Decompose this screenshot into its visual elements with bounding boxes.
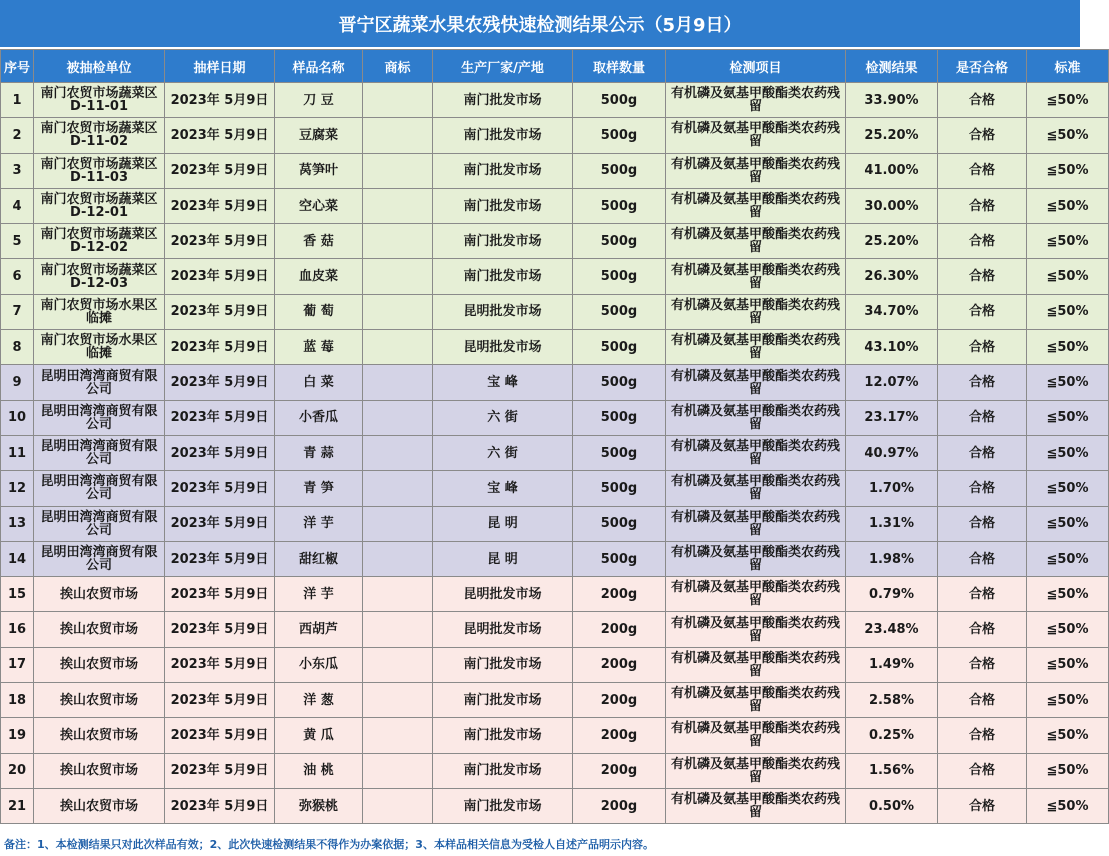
- cell-origin: 南门批发市场: [433, 153, 573, 188]
- cell-result: 33.90%: [846, 83, 938, 118]
- cell-brand: [363, 153, 433, 188]
- cell-result: 23.48%: [846, 612, 938, 647]
- cell-standard: ≦50%: [1027, 435, 1109, 470]
- cell-no: 12: [1, 471, 34, 506]
- cell-qty: 500g: [573, 153, 666, 188]
- cell-sample: 甜红椒: [275, 541, 363, 576]
- cell-item: 有机磷及氨基甲酸酯类农药残留: [666, 753, 846, 788]
- cell-sample: 空心菜: [275, 188, 363, 223]
- cell-item: 有机磷及氨基甲酸酯类农药残留: [666, 294, 846, 329]
- cell-qty: 500g: [573, 83, 666, 118]
- cell-result: 1.98%: [846, 541, 938, 576]
- cell-no: 16: [1, 612, 34, 647]
- cell-qty: 200g: [573, 577, 666, 612]
- cell-no: 19: [1, 718, 34, 753]
- cell-origin: 昆明批发市场: [433, 330, 573, 365]
- cell-origin: 昆明批发市场: [433, 577, 573, 612]
- cell-standard: ≦50%: [1027, 683, 1109, 718]
- cell-sample: 豆腐菜: [275, 118, 363, 153]
- cell-origin: 昆明批发市场: [433, 612, 573, 647]
- footnote: 备注：1、本检测结果只对此次样品有效；2、此次快速检测结果不得作为办案依据；3、本样品相关信息为受检人自述产品明示内容。: [4, 838, 654, 851]
- cell-item: 有机磷及氨基甲酸酯类农药残留: [666, 577, 846, 612]
- results-table: [0, 49, 1109, 824]
- cell-no: 21: [1, 788, 34, 823]
- header-unit: 被抽检单位: [34, 50, 165, 83]
- cell-result: 34.70%: [846, 294, 938, 329]
- cell-pass: 合格: [938, 541, 1027, 576]
- cell-result: 30.00%: [846, 188, 938, 223]
- cell-standard: ≦50%: [1027, 83, 1109, 118]
- cell-qty: 500g: [573, 471, 666, 506]
- cell-standard: ≦50%: [1027, 400, 1109, 435]
- cell-qty: 200g: [573, 612, 666, 647]
- table-row: [1, 365, 1109, 400]
- cell-no: 9: [1, 365, 34, 400]
- cell-brand: [363, 788, 433, 823]
- cell-brand: [363, 118, 433, 153]
- table-row: [1, 788, 1109, 823]
- cell-brand: [363, 224, 433, 259]
- cell-result: 1.70%: [846, 471, 938, 506]
- cell-pass: 合格: [938, 647, 1027, 682]
- cell-brand: [363, 365, 433, 400]
- cell-origin: 六 街: [433, 400, 573, 435]
- cell-brand: [363, 188, 433, 223]
- cell-result: 2.58%: [846, 683, 938, 718]
- cell-date: 2023年 5月9日: [165, 259, 275, 294]
- cell-date: 2023年 5月9日: [165, 118, 275, 153]
- cell-pass: 合格: [938, 400, 1027, 435]
- cell-origin: 南门批发市场: [433, 118, 573, 153]
- cell-item: 有机磷及氨基甲酸酯类农药残留: [666, 330, 846, 365]
- cell-qty: 200g: [573, 647, 666, 682]
- cell-unit: 挨山农贸市场: [34, 612, 165, 647]
- cell-brand: [363, 683, 433, 718]
- header-item: 检测项目: [666, 50, 846, 83]
- cell-sample: 油 桃: [275, 753, 363, 788]
- cell-date: 2023年 5月9日: [165, 188, 275, 223]
- header-sample: 样品名称: [275, 50, 363, 83]
- cell-sample: 血皮菜: [275, 259, 363, 294]
- cell-unit: 昆明田湾湾商贸有限公司: [34, 400, 165, 435]
- header-standard: 标准: [1027, 50, 1109, 83]
- cell-no: 1: [1, 83, 34, 118]
- cell-no: 2: [1, 118, 34, 153]
- cell-sample: 青 蒜: [275, 435, 363, 470]
- cell-no: 20: [1, 753, 34, 788]
- cell-sample: 洋 芋: [275, 577, 363, 612]
- cell-standard: ≦50%: [1027, 330, 1109, 365]
- table-row: [1, 330, 1109, 365]
- header-brand: 商标: [363, 50, 433, 83]
- cell-result: 1.56%: [846, 753, 938, 788]
- cell-pass: 合格: [938, 612, 1027, 647]
- cell-unit: 挨山农贸市场: [34, 788, 165, 823]
- cell-date: 2023年 5月9日: [165, 153, 275, 188]
- cell-brand: [363, 647, 433, 682]
- cell-standard: ≦50%: [1027, 118, 1109, 153]
- cell-unit: 昆明田湾湾商贸有限公司: [34, 365, 165, 400]
- cell-sample: 洋 葱: [275, 683, 363, 718]
- cell-unit: 昆明田湾湾商贸有限公司: [34, 541, 165, 576]
- cell-standard: ≦50%: [1027, 541, 1109, 576]
- cell-unit: 挨山农贸市场: [34, 753, 165, 788]
- cell-date: 2023年 5月9日: [165, 365, 275, 400]
- cell-standard: ≦50%: [1027, 647, 1109, 682]
- cell-pass: 合格: [938, 294, 1027, 329]
- cell-pass: 合格: [938, 506, 1027, 541]
- table-row: [1, 577, 1109, 612]
- cell-origin: 昆 明: [433, 541, 573, 576]
- cell-qty: 500g: [573, 506, 666, 541]
- cell-date: 2023年 5月9日: [165, 471, 275, 506]
- cell-pass: 合格: [938, 718, 1027, 753]
- cell-unit: 昆明田湾湾商贸有限公司: [34, 435, 165, 470]
- cell-result: 43.10%: [846, 330, 938, 365]
- cell-no: 4: [1, 188, 34, 223]
- cell-pass: 合格: [938, 753, 1027, 788]
- cell-pass: 合格: [938, 153, 1027, 188]
- cell-sample: 弥猴桃: [275, 788, 363, 823]
- cell-qty: 500g: [573, 400, 666, 435]
- cell-standard: ≦50%: [1027, 224, 1109, 259]
- cell-result: 23.17%: [846, 400, 938, 435]
- table-row: [1, 718, 1109, 753]
- table-row: [1, 83, 1109, 118]
- cell-origin: 南门批发市场: [433, 647, 573, 682]
- cell-result: 25.20%: [846, 118, 938, 153]
- header-qty: 取样数量: [573, 50, 666, 83]
- cell-sample: 洋 芋: [275, 506, 363, 541]
- cell-origin: 南门批发市场: [433, 259, 573, 294]
- cell-item: 有机磷及氨基甲酸酯类农药残留: [666, 541, 846, 576]
- table-row: [1, 118, 1109, 153]
- cell-date: 2023年 5月9日: [165, 224, 275, 259]
- cell-unit: 南门农贸市场蔬菜区D-11-03: [34, 153, 165, 188]
- table-row: [1, 224, 1109, 259]
- cell-qty: 500g: [573, 330, 666, 365]
- cell-unit: 南门农贸市场蔬菜区D-12-02: [34, 224, 165, 259]
- header-pass: 是否合格: [938, 50, 1027, 83]
- cell-qty: 200g: [573, 683, 666, 718]
- cell-no: 13: [1, 506, 34, 541]
- cell-qty: 500g: [573, 294, 666, 329]
- cell-item: 有机磷及氨基甲酸酯类农药残留: [666, 612, 846, 647]
- cell-unit: 挨山农贸市场: [34, 577, 165, 612]
- cell-result: 0.50%: [846, 788, 938, 823]
- cell-unit: 挨山农贸市场: [34, 718, 165, 753]
- cell-origin: 宝 峰: [433, 471, 573, 506]
- cell-sample: 西胡芦: [275, 612, 363, 647]
- cell-brand: [363, 435, 433, 470]
- cell-standard: ≦50%: [1027, 153, 1109, 188]
- cell-qty: 500g: [573, 259, 666, 294]
- cell-origin: 南门批发市场: [433, 788, 573, 823]
- cell-standard: ≦50%: [1027, 753, 1109, 788]
- cell-qty: 500g: [573, 118, 666, 153]
- cell-result: 41.00%: [846, 153, 938, 188]
- cell-date: 2023年 5月9日: [165, 330, 275, 365]
- cell-brand: [363, 400, 433, 435]
- cell-standard: ≦50%: [1027, 612, 1109, 647]
- table-row: [1, 506, 1109, 541]
- cell-origin: 南门批发市场: [433, 83, 573, 118]
- cell-unit: 南门农贸市场蔬菜区D-11-02: [34, 118, 165, 153]
- cell-result: 0.79%: [846, 577, 938, 612]
- header-no: 序号: [1, 50, 34, 83]
- cell-brand: [363, 577, 433, 612]
- page-title: 晋宁区蔬菜水果农残快速检测结果公示（5月9日）: [0, 0, 1080, 47]
- table-row: [1, 612, 1109, 647]
- cell-brand: [363, 612, 433, 647]
- cell-origin: 南门批发市场: [433, 188, 573, 223]
- cell-date: 2023年 5月9日: [165, 541, 275, 576]
- cell-origin: 南门批发市场: [433, 224, 573, 259]
- table-row: [1, 683, 1109, 718]
- cell-brand: [363, 471, 433, 506]
- cell-standard: ≦50%: [1027, 718, 1109, 753]
- cell-item: 有机磷及氨基甲酸酯类农药残留: [666, 188, 846, 223]
- cell-brand: [363, 330, 433, 365]
- cell-standard: ≦50%: [1027, 294, 1109, 329]
- table-row: [1, 435, 1109, 470]
- header-date: 抽样日期: [165, 50, 275, 83]
- cell-pass: 合格: [938, 435, 1027, 470]
- table-row: [1, 541, 1109, 576]
- cell-date: 2023年 5月9日: [165, 788, 275, 823]
- cell-date: 2023年 5月9日: [165, 400, 275, 435]
- cell-result: 40.97%: [846, 435, 938, 470]
- cell-pass: 合格: [938, 683, 1027, 718]
- header-origin: 生产厂家/产地: [433, 50, 573, 83]
- cell-pass: 合格: [938, 788, 1027, 823]
- cell-brand: [363, 541, 433, 576]
- cell-standard: ≦50%: [1027, 577, 1109, 612]
- cell-unit: 昆明田湾湾商贸有限公司: [34, 506, 165, 541]
- cell-origin: 昆明批发市场: [433, 294, 573, 329]
- cell-pass: 合格: [938, 188, 1027, 223]
- table-row: [1, 647, 1109, 682]
- cell-date: 2023年 5月9日: [165, 435, 275, 470]
- cell-result: 1.31%: [846, 506, 938, 541]
- cell-item: 有机磷及氨基甲酸酯类农药残留: [666, 400, 846, 435]
- cell-result: 1.49%: [846, 647, 938, 682]
- cell-qty: 500g: [573, 365, 666, 400]
- cell-brand: [363, 753, 433, 788]
- cell-item: 有机磷及氨基甲酸酯类农药残留: [666, 683, 846, 718]
- cell-sample: 青 笋: [275, 471, 363, 506]
- cell-origin: 南门批发市场: [433, 753, 573, 788]
- cell-item: 有机磷及氨基甲酸酯类农药残留: [666, 435, 846, 470]
- cell-origin: 六 街: [433, 435, 573, 470]
- table-header-row: [1, 50, 1109, 83]
- cell-qty: 500g: [573, 188, 666, 223]
- table-row: [1, 259, 1109, 294]
- cell-standard: ≦50%: [1027, 188, 1109, 223]
- cell-qty: 500g: [573, 435, 666, 470]
- cell-sample: 香 菇: [275, 224, 363, 259]
- cell-no: 17: [1, 647, 34, 682]
- cell-date: 2023年 5月9日: [165, 506, 275, 541]
- cell-date: 2023年 5月9日: [165, 753, 275, 788]
- cell-pass: 合格: [938, 83, 1027, 118]
- cell-item: 有机磷及氨基甲酸酯类农药残留: [666, 647, 846, 682]
- cell-pass: 合格: [938, 259, 1027, 294]
- cell-pass: 合格: [938, 365, 1027, 400]
- cell-standard: ≦50%: [1027, 788, 1109, 823]
- cell-origin: 昆 明: [433, 506, 573, 541]
- cell-date: 2023年 5月9日: [165, 83, 275, 118]
- cell-no: 7: [1, 294, 34, 329]
- cell-date: 2023年 5月9日: [165, 612, 275, 647]
- table-row: [1, 753, 1109, 788]
- table-row: [1, 400, 1109, 435]
- cell-item: 有机磷及氨基甲酸酯类农药残留: [666, 788, 846, 823]
- cell-no: 14: [1, 541, 34, 576]
- cell-pass: 合格: [938, 330, 1027, 365]
- cell-item: 有机磷及氨基甲酸酯类农药残留: [666, 153, 846, 188]
- cell-item: 有机磷及氨基甲酸酯类农药残留: [666, 365, 846, 400]
- cell-unit: 南门农贸市场水果区临摊: [34, 330, 165, 365]
- cell-unit: 挨山农贸市场: [34, 683, 165, 718]
- cell-standard: ≦50%: [1027, 365, 1109, 400]
- cell-no: 5: [1, 224, 34, 259]
- cell-unit: 南门农贸市场蔬菜区D-12-01: [34, 188, 165, 223]
- cell-result: 26.30%: [846, 259, 938, 294]
- cell-item: 有机磷及氨基甲酸酯类农药残留: [666, 471, 846, 506]
- cell-sample: 黄 瓜: [275, 718, 363, 753]
- cell-result: 0.25%: [846, 718, 938, 753]
- cell-item: 有机磷及氨基甲酸酯类农药残留: [666, 83, 846, 118]
- cell-no: 10: [1, 400, 34, 435]
- cell-no: 18: [1, 683, 34, 718]
- cell-unit: 挨山农贸市场: [34, 647, 165, 682]
- cell-item: 有机磷及氨基甲酸酯类农药残留: [666, 224, 846, 259]
- cell-sample: 蓝 莓: [275, 330, 363, 365]
- cell-item: 有机磷及氨基甲酸酯类农药残留: [666, 718, 846, 753]
- cell-sample: 小东瓜: [275, 647, 363, 682]
- header-result: 检测结果: [846, 50, 938, 83]
- cell-origin: 南门批发市场: [433, 683, 573, 718]
- cell-sample: 小香瓜: [275, 400, 363, 435]
- cell-pass: 合格: [938, 471, 1027, 506]
- cell-item: 有机磷及氨基甲酸酯类农药残留: [666, 259, 846, 294]
- cell-standard: ≦50%: [1027, 259, 1109, 294]
- cell-no: 8: [1, 330, 34, 365]
- cell-origin: 宝 峰: [433, 365, 573, 400]
- cell-qty: 200g: [573, 753, 666, 788]
- cell-pass: 合格: [938, 118, 1027, 153]
- cell-qty: 200g: [573, 718, 666, 753]
- cell-brand: [363, 259, 433, 294]
- cell-unit: 南门农贸市场水果区临摊: [34, 294, 165, 329]
- cell-sample: 刀 豆: [275, 83, 363, 118]
- table-row: [1, 153, 1109, 188]
- cell-date: 2023年 5月9日: [165, 683, 275, 718]
- cell-qty: 500g: [573, 224, 666, 259]
- cell-sample: 白 菜: [275, 365, 363, 400]
- cell-standard: ≦50%: [1027, 506, 1109, 541]
- cell-standard: ≦50%: [1027, 471, 1109, 506]
- cell-origin: 南门批发市场: [433, 718, 573, 753]
- cell-date: 2023年 5月9日: [165, 577, 275, 612]
- cell-unit: 昆明田湾湾商贸有限公司: [34, 471, 165, 506]
- table-body: [1, 83, 1109, 824]
- table-row: [1, 294, 1109, 329]
- cell-item: 有机磷及氨基甲酸酯类农药残留: [666, 118, 846, 153]
- table-row: [1, 471, 1109, 506]
- cell-sample: 葡 萄: [275, 294, 363, 329]
- cell-date: 2023年 5月9日: [165, 718, 275, 753]
- cell-brand: [363, 83, 433, 118]
- cell-pass: 合格: [938, 577, 1027, 612]
- cell-unit: 南门农贸市场蔬菜区D-12-03: [34, 259, 165, 294]
- cell-brand: [363, 294, 433, 329]
- cell-no: 6: [1, 259, 34, 294]
- table-row: [1, 188, 1109, 223]
- cell-sample: 莴笋叶: [275, 153, 363, 188]
- cell-qty: 200g: [573, 788, 666, 823]
- cell-result: 12.07%: [846, 365, 938, 400]
- cell-item: 有机磷及氨基甲酸酯类农药残留: [666, 506, 846, 541]
- cell-no: 15: [1, 577, 34, 612]
- cell-qty: 500g: [573, 541, 666, 576]
- cell-date: 2023年 5月9日: [165, 294, 275, 329]
- cell-brand: [363, 718, 433, 753]
- cell-pass: 合格: [938, 224, 1027, 259]
- cell-no: 3: [1, 153, 34, 188]
- cell-date: 2023年 5月9日: [165, 647, 275, 682]
- cell-result: 25.20%: [846, 224, 938, 259]
- cell-brand: [363, 506, 433, 541]
- cell-unit: 南门农贸市场蔬菜区D-11-01: [34, 83, 165, 118]
- cell-no: 11: [1, 435, 34, 470]
